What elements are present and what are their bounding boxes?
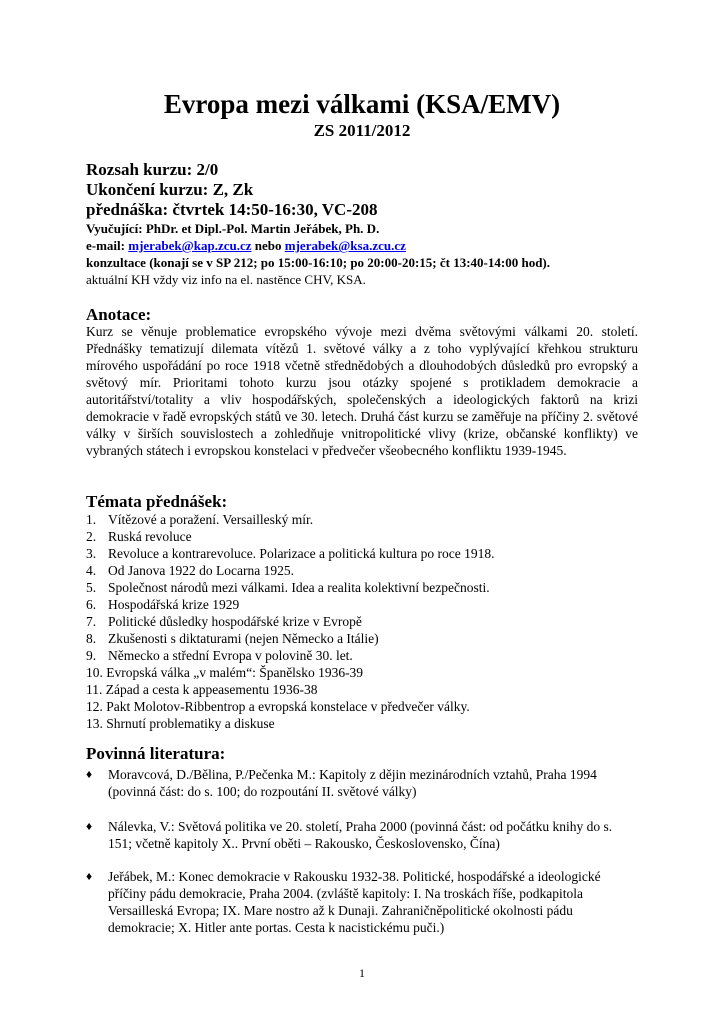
list-item bbox=[86, 613, 646, 630]
literature-item bbox=[86, 868, 638, 936]
item-text: Ruská revoluce bbox=[108, 529, 192, 544]
course-scope: Rozsah kurzu: 2/0 bbox=[86, 160, 219, 179]
item-number: 11. bbox=[86, 682, 103, 697]
email-label: e-mail: bbox=[86, 238, 129, 253]
item-number: 3. bbox=[86, 546, 97, 561]
item-number: 1. bbox=[86, 512, 97, 527]
list-item bbox=[86, 630, 646, 647]
list-item bbox=[86, 647, 646, 664]
list-item bbox=[86, 545, 646, 562]
course-info bbox=[86, 160, 646, 288]
email-line bbox=[86, 237, 646, 254]
list-item bbox=[86, 528, 646, 545]
literature-item bbox=[86, 766, 638, 800]
item-number: 7. bbox=[86, 614, 97, 629]
item-number: 12. bbox=[86, 699, 103, 714]
literature-text: Moravcová, D./Bělina, P./Pečenka M.: Kapitoly z dějin mezinárodních vztahů, Praha 1994 (povinná část: do s. 100; do rozpoutání II. světové války) bbox=[108, 767, 597, 799]
item-text: Revoluce a kontrarevoluce. Polarizace a politická kultura po roce 1918. bbox=[108, 546, 495, 561]
list-item bbox=[86, 511, 646, 528]
list-item bbox=[86, 562, 646, 579]
item-text: Západ a cesta k appeasementu 1936-38 bbox=[105, 682, 318, 697]
literature-text: Jeřábek, M.: Konec demokracie v Rakousku 1932-38. Politické, hospodářské a ideologické příčiny pádu demokracie, Praha 2004. (zvláště kapitoly: I. Na troskách říše, podkapitola Versailleská Evropa; IX. Mare nostro až k Dunaji. Zahraničněpolitické okolnosti pádu demokracie; X. Hitler ante portas. Cesta k nacistickému puči.) bbox=[108, 869, 601, 935]
semester: ZS 2011/2012 bbox=[313, 121, 411, 140]
item-number: 5. bbox=[86, 580, 97, 595]
email-link-kap[interactable]: mjerabek@kap.zcu.cz bbox=[128, 238, 252, 253]
lecture-time: přednáška: čtvrtek 14:50-16:30, VC-208 bbox=[86, 200, 378, 219]
item-text: Zkušenosti s diktaturami (nejen Německo a Itálie) bbox=[108, 631, 379, 646]
item-text: Od Janova 1922 do Locarna 1925. bbox=[108, 563, 294, 578]
literature-heading: Povinná literatura: bbox=[86, 744, 226, 763]
item-number: 9. bbox=[86, 648, 97, 663]
page-number: 1 bbox=[359, 966, 365, 980]
item-text: Společnost národů mezi válkami. Idea a realita kolektivní bezpečnosti. bbox=[108, 580, 490, 595]
item-number: 2. bbox=[86, 529, 97, 544]
list-item bbox=[86, 596, 646, 613]
diamond-bullet-icon: ♦ bbox=[86, 819, 93, 833]
item-text: Německo a střední Evropa v polovině 30. let. bbox=[108, 648, 353, 663]
diamond-bullet-icon: ♦ bbox=[86, 869, 93, 883]
item-number: 10. bbox=[86, 665, 103, 680]
course-completion: Ukončení kurzu: Z, Zk bbox=[86, 180, 254, 199]
item-text: Vítězové a poražení. Versailleský mír. bbox=[108, 512, 314, 527]
literature-item bbox=[86, 818, 638, 852]
item-number: 4. bbox=[86, 563, 97, 578]
consultation-hours: konzultace (konají se v SP 212; po 15:00-16:10; po 20:00-20:15; čt 13:40-14:00 hod). bbox=[86, 255, 551, 270]
item-text: Shrnutí problematiky a diskuse bbox=[106, 716, 275, 731]
item-text: Hospodářská krize 1929 bbox=[108, 597, 240, 612]
email-link-ksa[interactable]: mjerabek@ksa.zcu.cz bbox=[284, 238, 406, 253]
item-text: Pakt Molotov-Ribbentrop a evropská konstelace v předvečer války. bbox=[106, 699, 470, 714]
item-number: 8. bbox=[86, 631, 97, 646]
list-item bbox=[86, 698, 646, 715]
lecturer: Vyučující: PhDr. et Dipl.-Pol. Martin Jeřábek, Ph. D. bbox=[86, 221, 380, 236]
topics-heading: Témata přednášek: bbox=[86, 492, 228, 511]
literature-text: Nálevka, V.: Světová politika ve 20. století, Praha 2000 (povinná část: od počátku knihy do s. 151; včetně kapitoly X.. První oběti – Rakousko, Československo, Čína) bbox=[108, 819, 613, 851]
list-item bbox=[86, 579, 646, 596]
list-item bbox=[86, 681, 646, 698]
topics-list bbox=[86, 511, 646, 732]
list-item bbox=[86, 664, 646, 681]
annotation-heading: Anotace: bbox=[86, 305, 152, 324]
consultation-note: aktuální KH vždy viz info na el. nastěnce CHV, KSA. bbox=[86, 272, 366, 287]
list-item bbox=[86, 715, 646, 732]
diamond-bullet-icon: ♦ bbox=[86, 767, 93, 781]
email-separator: nebo bbox=[251, 238, 285, 253]
item-text: Evropská válka „v malém“: Španělsko 1936-39 bbox=[106, 665, 364, 680]
item-number: 13. bbox=[86, 716, 103, 731]
item-text: Politické důsledky hospodářské krize v Evropě bbox=[108, 614, 362, 629]
annotation-text: Kurz se věnuje problematice evropského vývoje mezi dvěma světovými válkami 20. století. Přednášky tematizují dilemata vítězů 1. světové války a z toho vyplývající křehkou strukturu mírového uspořádání po roce 1918 včetně střednědobých a dlouhodobých důsledků pro evropský a světový mír. Prioritami tohoto kurzu jsou otázky spojené s protikladem demokracie a autoritářství/totality a vliv hospodářských, společenských a ideologických faktorů na krizi demokracie v řadě evropských států ve 30. letech. Druhá část kurzu se zaměřuje na příčiny 2. světové války v širších souvislostech a zohledňuje vnitropolitické vlivy (krize, občanské konflikty) ve vybraných státech i evropskou konstelaci v předvečer všeobecného konfliktu 1939-1945. bbox=[86, 324, 638, 458]
item-number: 6. bbox=[86, 597, 97, 612]
document-title: Evropa mezi válkami (KSA/EMV) bbox=[163, 89, 561, 119]
